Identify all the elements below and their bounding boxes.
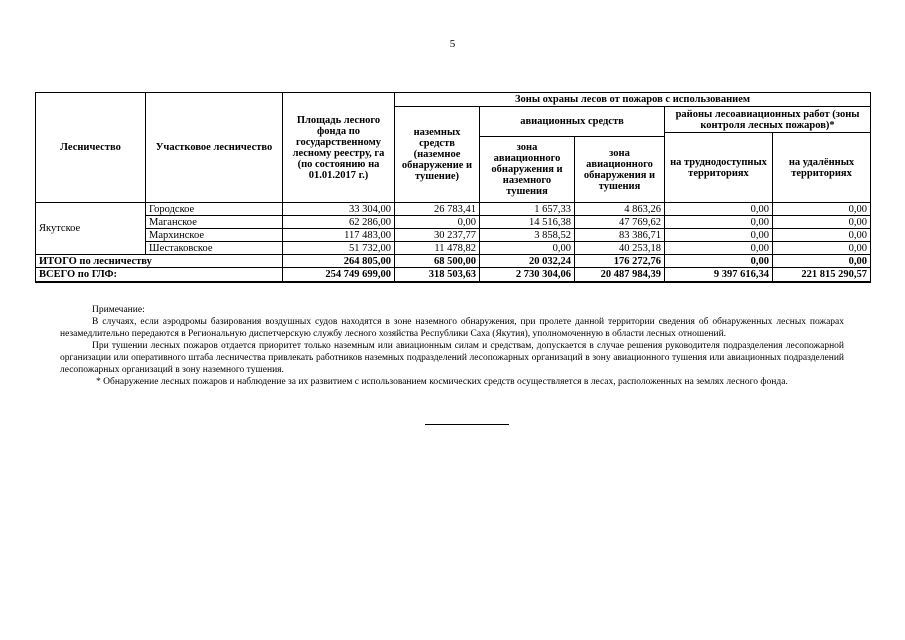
notes-section bbox=[60, 304, 844, 388]
header-aviation-fighting: зона авиационного обнаружения и тушения bbox=[575, 137, 665, 203]
total-row bbox=[36, 255, 871, 268]
table-row bbox=[36, 229, 871, 242]
grand-total-area: 254 749 699,00 bbox=[283, 268, 395, 282]
page-number: 5 bbox=[449, 38, 456, 50]
grand-total-remote: 221 815 290,57 bbox=[773, 268, 871, 282]
forestry-name: Якутское bbox=[36, 203, 146, 255]
hard-to-reach-value: 0,00 bbox=[665, 229, 773, 242]
header-aviation-group: авиационных средств bbox=[480, 107, 665, 137]
aviation-detection-value: 14 516,38 bbox=[480, 216, 575, 229]
aviation-fighting-value: 4 863,26 bbox=[575, 203, 665, 216]
note-paragraph-2: При тушении лесных пожаров отдается приоритет только наземным или авиационным силам и средствам, допускается в случае решения руководителя подразделения лесопожарной организации или оперативного штаба лесничества привлекать работников наземных подразделений лесопожарных организаций в зону авиационного тушения или авиационных подразделений лесопожарных организаций в зону наземного тушения. bbox=[60, 341, 844, 375]
remote-value: 0,00 bbox=[773, 203, 871, 216]
table-row bbox=[36, 203, 871, 216]
header-ground: наземных средств (наземное обнаружение и тушение) bbox=[395, 107, 480, 203]
table-row bbox=[36, 242, 871, 255]
aviation-detection-value: 1 657,33 bbox=[480, 203, 575, 216]
grand-total-aviation-fighting: 20 487 984,39 bbox=[575, 268, 665, 282]
hard-to-reach-value: 0,00 bbox=[665, 203, 773, 216]
grand-total-ground: 318 503,63 bbox=[395, 268, 480, 282]
grand-total-label: ВСЕГО по ГЛФ: bbox=[36, 268, 283, 282]
end-divider bbox=[425, 424, 509, 425]
total-area: 264 805,00 bbox=[283, 255, 395, 268]
district-name: Мархинское bbox=[146, 229, 283, 242]
header-aviation-detection: зона авиационного обнаружения и наземного тушения bbox=[480, 137, 575, 203]
area-value: 33 304,00 bbox=[283, 203, 395, 216]
aviation-fighting-value: 83 386,71 bbox=[575, 229, 665, 242]
district-name: Городское bbox=[146, 203, 283, 216]
header-remote-group: районы лесоавиационных работ (зоны контроля лесных пожаров)* bbox=[665, 107, 871, 133]
remote-value: 0,00 bbox=[773, 216, 871, 229]
ground-value: 0,00 bbox=[395, 216, 480, 229]
grand-total-row bbox=[36, 268, 871, 282]
header-row-1 bbox=[36, 93, 871, 107]
district-name: Маганское bbox=[146, 216, 283, 229]
header-area: Площадь лесного фонда по государственному лесному реестру, га (по состоянию на 01.01.2017 г.) bbox=[283, 93, 395, 203]
area-value: 117 483,00 bbox=[283, 229, 395, 242]
area-value: 51 732,00 bbox=[283, 242, 395, 255]
note-paragraph-3: * Обнаружение лесных пожаров и наблюдение за их развитием с использованием космических средств осуществляется в лесах, расположенных на землях лесного фонда. bbox=[96, 377, 788, 387]
aviation-detection-value: 0,00 bbox=[480, 242, 575, 255]
aviation-fighting-value: 40 253,18 bbox=[575, 242, 665, 255]
header-remote: на удалённых территориях bbox=[773, 133, 871, 203]
ground-value: 30 237,77 bbox=[395, 229, 480, 242]
table-row bbox=[36, 216, 871, 229]
total-aviation-detection: 20 032,24 bbox=[480, 255, 575, 268]
total-hard-to-reach: 0,00 bbox=[665, 255, 773, 268]
total-remote: 0,00 bbox=[773, 255, 871, 268]
total-ground: 68 500,00 bbox=[395, 255, 480, 268]
aviation-detection-value: 3 858,52 bbox=[480, 229, 575, 242]
district-name: Шестаковское bbox=[146, 242, 283, 255]
header-zones-group: Зоны охраны лесов от пожаров с использованием bbox=[395, 93, 871, 107]
header-district: Участковое лесничество bbox=[146, 93, 283, 203]
hard-to-reach-value: 0,00 bbox=[665, 242, 773, 255]
header-hard-to-reach: на труднодоступных территориях bbox=[665, 133, 773, 203]
grand-total-hard-to-reach: 9 397 616,34 bbox=[665, 268, 773, 282]
area-value: 62 286,00 bbox=[283, 216, 395, 229]
total-label: ИТОГО по лесничеству bbox=[36, 255, 283, 268]
remote-value: 0,00 bbox=[773, 242, 871, 255]
ground-value: 11 478,82 bbox=[395, 242, 480, 255]
remote-value: 0,00 bbox=[773, 229, 871, 242]
notes-title: Примечание: bbox=[92, 305, 145, 315]
note-paragraph-1: В случаях, если аэродромы базирования воздушных судов находятся в зоне наземного обнаружения, при пролете данной территории сведения об обнаруженных лесных пожарах незамедлительно передаются в Региональную диспетчерскую службу лесного хозяйства Республики Саха (Якутия), уполномоченную в области лесных отношений. bbox=[60, 317, 844, 339]
aviation-fighting-value: 47 769,62 bbox=[575, 216, 665, 229]
total-aviation-fighting: 176 272,76 bbox=[575, 255, 665, 268]
ground-value: 26 783,41 bbox=[395, 203, 480, 216]
grand-total-aviation-detection: 2 730 304,06 bbox=[480, 268, 575, 282]
hard-to-reach-value: 0,00 bbox=[665, 216, 773, 229]
forest-protection-table bbox=[35, 92, 871, 283]
header-forestry: Лесничество bbox=[36, 93, 146, 203]
